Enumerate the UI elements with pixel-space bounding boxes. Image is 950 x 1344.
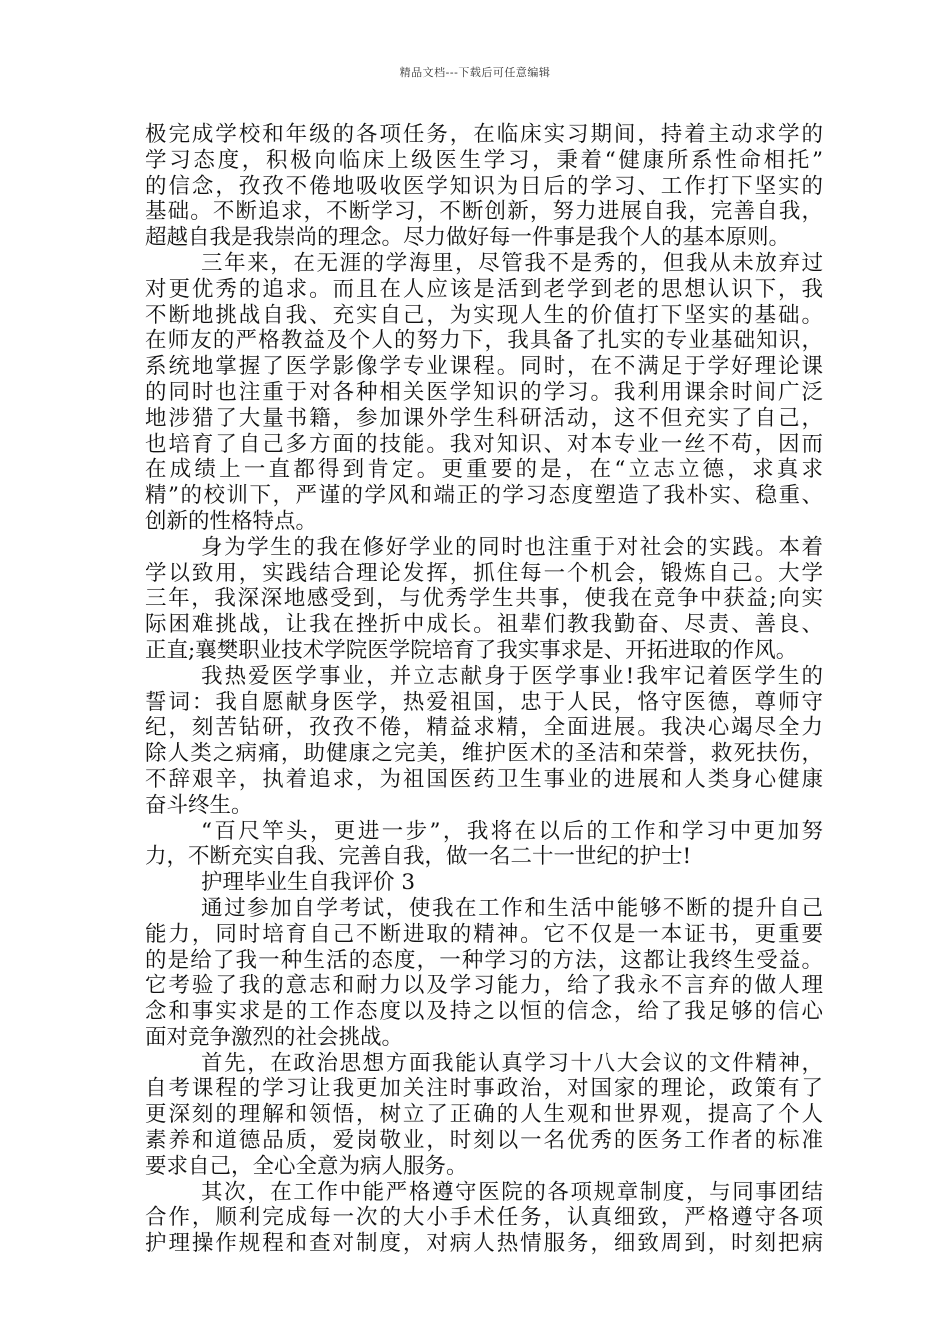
text-line: 基础。不断追求，不断学习，不断创新，努力进展自我，完善自我， <box>145 199 823 225</box>
text-line: 通过参加自学考试，使我在工作和生活中能够不断的提升自己 <box>201 895 823 921</box>
text-line: 素养和道德品质，爱岗敬业，时刻以一名优秀的医务工作者的标准 <box>145 1128 823 1154</box>
text-line: 极完成学校和年级的各项任务，在临床实习期间，持着主动求学的 <box>145 122 823 147</box>
text-line: 更深刻的理解和领悟，树立了正确的人生观和世界观，提高了个人 <box>145 1102 823 1128</box>
text-line: 正直;襄樊职业技术学院医学院培育了我实事求是、开拓进取的作风。 <box>145 637 798 663</box>
text-line: 念和事实求是的工作态度以及持之以恒的信念，给了我足够的信心 <box>145 999 823 1025</box>
text-line: 学习态度，积极向临床上级医生学习，秉着“健康所系性命相托” <box>145 147 823 173</box>
text-line: 创新的性格特点。 <box>145 508 318 534</box>
text-line: 超越自我是我崇尚的理念。尽力做好每一件事是我个人的基本原则。 <box>145 225 791 251</box>
text-line: 三年，我深深地感受到，与优秀学生共事，使我在竞争中获益;向实 <box>145 586 823 612</box>
text-line: 不断地挑战自我、充实自己，为实现人生的价值打下坚实的基础。 <box>145 302 823 328</box>
text-line: 面对竞争激烈的社会挑战。 <box>145 1024 404 1050</box>
text-line: 际困难挑战，让我在挫折中成长。祖辈们教我勤奋、尽责、善良、 <box>145 612 823 638</box>
text-line: 除人类之病痛，助健康之完美，维护医术的圣洁和荣誉，救死扶伤， <box>145 741 823 767</box>
text-line: 其次，在工作中能严格遵守医院的各项规章制度，与同事团结 <box>201 1179 823 1205</box>
text-line: 誓词：我自愿献身医学，热爱祖国，忠于人民，恪守医德，尊师守 <box>145 689 823 715</box>
text-line: 的是给了我一种生活的态度，一种学习的方法，这都让我终生受益。 <box>145 947 823 973</box>
text-line: 纪，刻苦钻研，孜孜不倦，精益求精，全面进展。我决心竭尽全力 <box>145 715 823 741</box>
text-line: 系统地掌握了医学影像学专业课程。同时，在不满足于学好理论课 <box>145 354 823 380</box>
text-line: 首先，在政治思想方面我能认真学习十八大会议的文件精神， <box>201 1050 823 1076</box>
document-body <box>145 122 823 1257</box>
text-line: 合作，顺利完成每一次的大小手术任务，认真细致，严格遵守各项 <box>145 1205 823 1231</box>
text-line: 地涉猎了大量书籍，参加课外学生科研活动，这不但充实了自己， <box>145 405 823 431</box>
text-line: 护理毕业生自我评价 3 <box>201 870 416 896</box>
text-line: 力，不断充实自我、完善自我，做一名二十一世纪的护士! <box>145 844 692 870</box>
text-line: 要求自己，全心全意为病人服务。 <box>145 1153 468 1179</box>
text-line: 也培育了自己多方面的技能。我对知识、对本专业一丝不苟，因而 <box>145 431 823 457</box>
text-line: 的信念，孜孜不倦地吸收医学知识为日后的学习、工作打下坚实的 <box>145 173 823 199</box>
text-line: 精”的校训下，严谨的学风和端正的学习态度塑造了我朴实、稳重、 <box>145 483 823 509</box>
text-line: 对更优秀的追求。而且在人应该是活到老学到老的思想认识下，我 <box>145 276 823 302</box>
page-header: 精品文档---下载后可任意编辑 <box>399 66 551 79</box>
text-line: 能力，同时培育自己不断进取的精神。它不仅是一本证书，更重要 <box>145 921 823 947</box>
text-line: 不辞艰辛，执着追求，为祖国医药卫生事业的进展和人类身心健康 <box>145 766 823 792</box>
text-line: 护理操作规程和查对制度，对病人热情服务，细致周到，时刻把病 <box>145 1231 823 1257</box>
text-line: 的同时也注重于对各种相关医学知识的学习。我利用课余时间广泛 <box>145 379 823 405</box>
text-line: 学以致用，实践结合理论发挥，抓住每一个机会，锻炼自己。大学 <box>145 560 823 586</box>
text-line: 自考课程的学习让我更加关注时事政治，对国家的理论，政策有了 <box>145 1076 823 1102</box>
text-line: 它考验了我的意志和耐力以及学习能力，给了我永不言弃的做人理 <box>145 973 823 999</box>
text-line: 我热爱医学事业，并立志献身于医学事业!我牢记着医学生的 <box>201 663 823 689</box>
text-line: 在师友的严格教益及个人的努力下，我具备了扎实的专业基础知识， <box>145 328 823 354</box>
text-line: 三年来，在无涯的学海里，尽管我不是秀的，但我从未放弃过 <box>201 250 823 276</box>
text-line: 在成绩上一直都得到肯定。更重要的是，在“立志立德，求真求 <box>145 457 823 483</box>
text-line: “百尺竿头，更进一步”，我将在以后的工作和学习中更加努 <box>201 818 823 844</box>
text-line: 奋斗终生。 <box>145 792 253 818</box>
text-line: 身为学生的我在修好学业的同时也注重于对社会的实践。本着 <box>201 534 823 560</box>
